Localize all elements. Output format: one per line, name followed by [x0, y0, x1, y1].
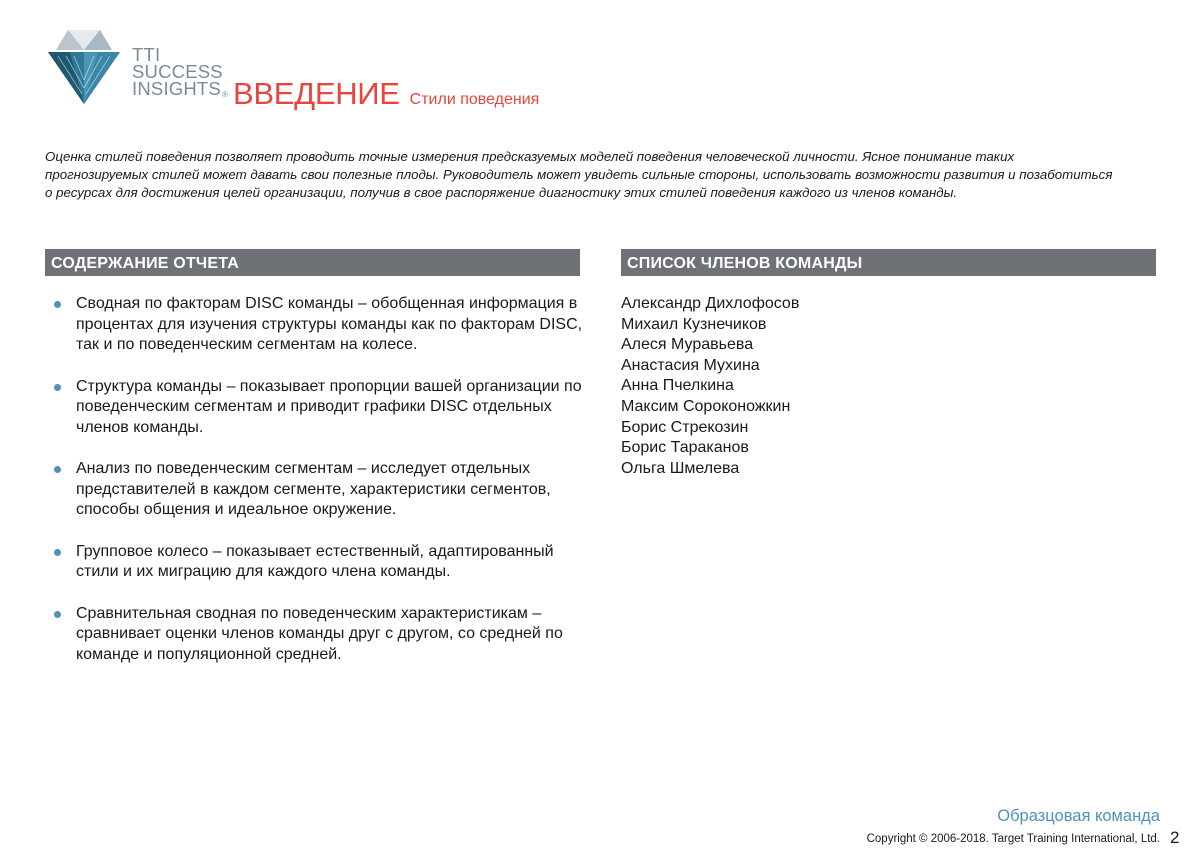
logo-wordmark — [132, 46, 228, 97]
contents-list — [52, 294, 592, 686]
bullet-icon — [54, 549, 61, 556]
list-item: Сравнительная сводная по поведенческим характеристикам – сравнивает оценки членов команды друг с другом, со средней по команде и популяционной средней. — [52, 604, 592, 666]
list-item: Сводная по факторам DISC команды – обобщенная информация в процентах для изучения структуры команды как по факторам DISC, так и по поведенческим сегментам на колесе. — [52, 294, 592, 356]
member-name: Максим Сороконожкин — [621, 397, 791, 415]
list-item: Групповое колесо – показывает естественный, адаптированный стили и их миграцию для каждого члена команды. — [52, 542, 592, 583]
bullet-icon — [54, 384, 61, 391]
footer-team-name: Образцовая команда — [997, 807, 1160, 825]
member-name: Александр Дихлофосов — [621, 295, 800, 312]
member-name: Алеся Муравьева — [621, 336, 754, 354]
logo-line-1: TTI — [132, 44, 161, 65]
list-item: Анализ по поведенческим сегментам – исследует отдельных представителей в каждом сегменте, характеристики сегментов, способы общения и идеальное окружение. — [52, 459, 592, 521]
page-subtitle: Стили поведения — [409, 91, 540, 108]
bullet-icon — [54, 466, 61, 473]
member-name: Ольга Шмелева — [621, 459, 740, 477]
footer-copyright: Copyright © 2006-2018. Target Training International, Ltd. — [866, 833, 1160, 845]
page-title — [233, 76, 539, 112]
intro-paragraph: Оценка стилей поведения позволяет проводить точные измерения предсказуемых моделей поведения человеческой личности. Ясное понимание таких прогнозируемых стилей может давать свои полезные плоды. Руководитель может увидеть сильные стороны, использовать возможности развития и позаботиться о ресурсах для достижения целей организации, получив в свое распоряжение диагностику этих стилей поведения каждого из членов команды. — [45, 149, 1113, 200]
member-name: Борис Тараканов — [621, 439, 749, 457]
member-name: Борис Стрекозин — [621, 418, 749, 436]
bullet-icon — [54, 301, 61, 308]
bullet-icon — [54, 611, 61, 618]
diamond-logo-icon — [44, 24, 124, 106]
logo-line-2: SUCCESS — [132, 61, 223, 82]
list-item: Структура команды – показывает пропорции вашей организации по поведенческим сегментам и приводит графики DISC отдельных членов команды. — [52, 377, 592, 439]
page-number: 2 — [1170, 828, 1180, 847]
page-title-main: ВВЕДЕНИЕ — [233, 76, 400, 111]
member-name: Михаил Кузнечиков — [621, 315, 767, 333]
logo-line-3: INSIGHTS® — [132, 78, 229, 99]
member-name: Анна Пчелкина — [621, 377, 734, 395]
members-list — [621, 294, 799, 479]
members-header: СПИСОК ЧЛЕНОВ КОМАНДЫ — [621, 249, 1156, 276]
contents-header: СОДЕРЖАНИЕ ОТЧЕТА — [45, 249, 580, 276]
member-name: Анастасия Мухина — [621, 356, 760, 374]
